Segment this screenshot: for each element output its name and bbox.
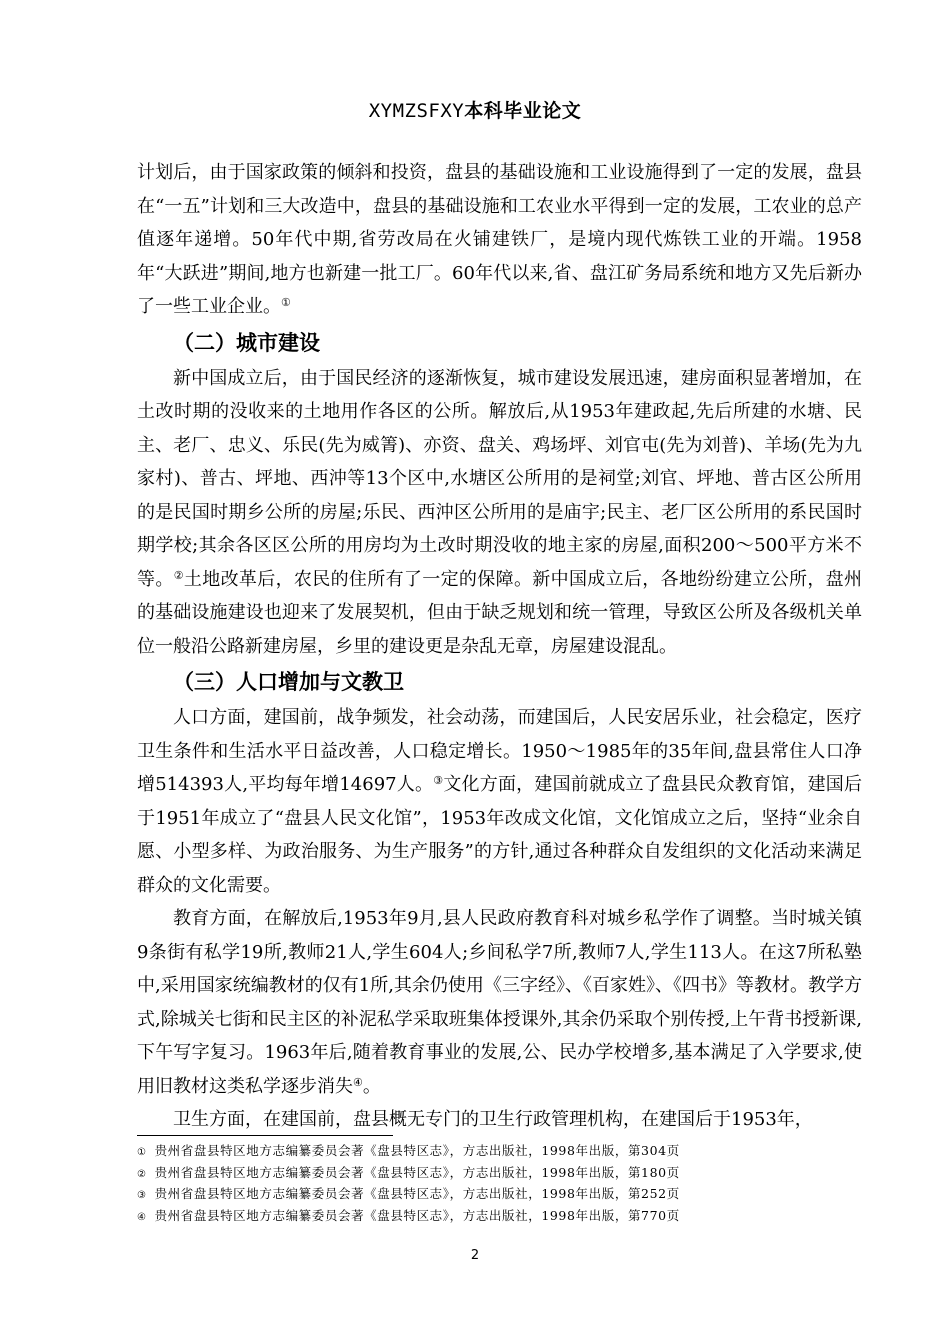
document-body — [137, 156, 862, 1137]
footnote: ③ 贵州省盘县特区地方志编纂委员会著《盘县特区志》，方志出版社，1998年出版，第252页 — [137, 1186, 680, 1201]
header-title: 本科毕业论文 — [464, 100, 582, 122]
section-heading-city: （二）城市建设 — [173, 330, 320, 355]
paragraph-industry: 计划后，由于国家政策的倾斜和投资，盘县的基础设施和工业设施得到了一定的发展，盘县在“一五”计划和三大改造中，盘县的基础设施和工农业水平得到一定的发展，工农业的总产值逐年递增。50年代中期,省劳改局在火铺建铁厂，是境内现代炼铁工业的开端。1958年“大跃进”期间,地方也新建一批工厂。60年代以来,省、盘江矿务局系统和地方又先后新办了一些工业企业。① — [137, 162, 862, 317]
footnote: ① 贵州省盘县特区地方志编纂委员会著《盘县特区志》，方志出版社，1998年出版，第304页 — [137, 1143, 680, 1158]
footnotes — [137, 1141, 862, 1227]
footnote-ref-2: ② — [173, 568, 184, 582]
page-header — [0, 96, 950, 123]
section-heading-population: （三）人口增加与文教卫 — [173, 670, 404, 694]
footnote-ref-1: ① — [281, 296, 291, 309]
footnote-ref-3: ③ — [433, 774, 444, 787]
footnote: ② 贵州省盘县特区地方志编纂委员会著《盘县特区志》，方志出版社，1998年出版，第180页 — [137, 1164, 680, 1180]
paragraph-health: 卫生方面，在建国前，盘县概无专门的卫生行政管理机构，在建国后于1953年， — [173, 1109, 813, 1130]
footnote-divider — [137, 1135, 393, 1136]
paragraph-city: 新中国成立后，由于国民经济的逐渐恢复，城市建设发展迅速，建房面积显著增加，在土改时期的没收来的土地用作各区的公所。解放后,从1953年建政起,先后所建的水塘、民主、老厂、忠义、乐民(先为威箐)、亦资、盘关、鸡场坪、刘官屯(先为刘普)、羊场(先为九家村)、普古、坪地、西沖等13个区中,水塘区公所用的是祠堂;刘官、坪地、普古区公所用的是民国时期乡公所的房屋;乐民、西沖区公所用的是庙宇;民主、老厂区公所用的系民国时期学校;其余各区区公所的用房均为土改时期没收的地主家的房屋,面积200～500平方米不等。②土地改革后，农民的住所有了一定的保障。新中国成立后，各地纷纷建立公所，盘州的基础设施建设也迎来了发展契机，但由于缺乏规划和统一管理，导致区公所及各级机关单位一般沿公路新建房屋，乡里的建设更是杂乱无章，房屋建设混乱。 — [137, 367, 863, 657]
header-code: XYMZSFXY — [368, 100, 465, 122]
paragraph-population-culture: 人口方面，建国前，战争频发，社会动荡，而建国后，人民安居乐业，社会稳定，医疗卫生条件和生活水平日益改善，人口稳定增长。1950～1985年的35年间,盘县常住人口净增514393人,平均每年增14697人。③文化方面，建国前就成立了盘县民众教育馆，建国后于1951年成立了“盘县人民文化馆”，1953年改成文化馆，文化馆成立之后，坚持“业余自愿、小型多样、为政治服务、为生产服务”的方针,通过各种群众自发组织的文化活动来满足群众的文化需要。 — [137, 707, 862, 896]
footnote: ④ 贵州省盘县特区地方志编纂委员会著《盘县特区志》，方志出版社，1998年出版，第770页 — [137, 1207, 680, 1223]
paragraph-education: 教育方面，在解放后,1953年9月,县人民政府教育科对城乡私学作了调整。当时城关镇9条街有私学19所,教师21人,学生604人;乡间私学7所,教师7人,学生113人。在这7所私塾中,采用国家统编教材的仅有1所,其余仍使用《三字经》、《百家姓》、《四书》等教材。教学方式,除城关七街和民主区的补泥私学采取班集体授课外,其余仍采取个别传授,上午背书授新课,下午写字复习。1963年后,随着教育事业的发展,公、民办学校增多,基本满足了入学要求,使用旧教材这类私学逐步消失④。 — [137, 908, 862, 1097]
page-number: 2 — [470, 1248, 480, 1263]
footnote-ref-4: ④ — [353, 1075, 363, 1089]
